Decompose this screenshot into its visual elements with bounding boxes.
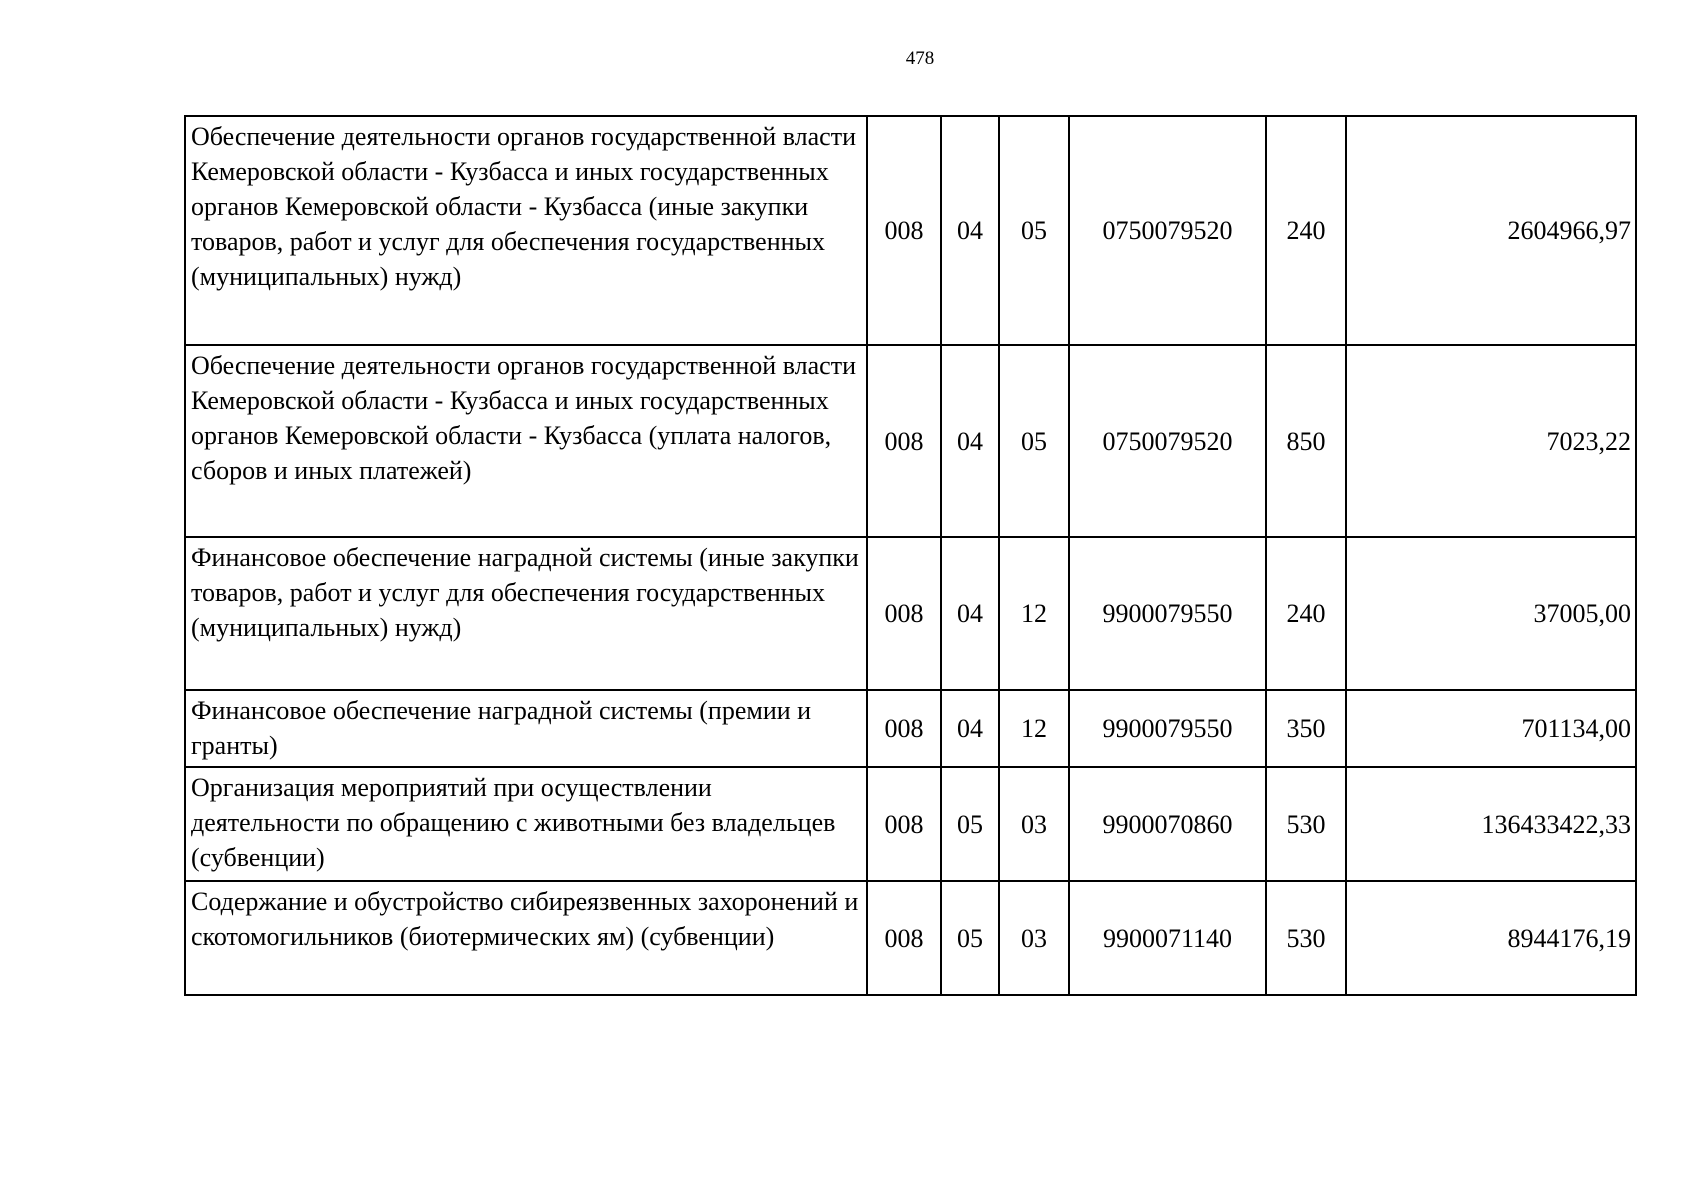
section-code: 04 <box>941 116 999 345</box>
target-article-code: 0750079520 <box>1069 116 1266 345</box>
row-description: Финансовое обеспечение наградной системы (иные закупки товаров, работ и услуг для обеспечения государственных (муниципальных) нужд) <box>185 537 867 690</box>
expense-type-code: 240 <box>1266 116 1346 345</box>
amount: 2604966,97 <box>1346 116 1636 345</box>
section-code: 04 <box>941 537 999 690</box>
table-row <box>185 690 1636 767</box>
budget-table <box>184 115 1637 996</box>
ministry-code: 008 <box>867 116 941 345</box>
ministry-code: 008 <box>867 690 941 767</box>
page-number: 478 <box>905 48 935 69</box>
table-row <box>185 767 1636 881</box>
table-row <box>185 537 1636 690</box>
subsection-code: 03 <box>999 881 1069 995</box>
ministry-code: 008 <box>867 767 941 881</box>
ministry-code: 008 <box>867 537 941 690</box>
row-description: Содержание и обустройство сибиреязвенных захоронений и скотомогильников (биотермических ям) (субвенции) <box>185 881 867 995</box>
amount: 8944176,19 <box>1346 881 1636 995</box>
subsection-code: 12 <box>999 690 1069 767</box>
section-code: 04 <box>941 345 999 537</box>
expense-type-code: 850 <box>1266 345 1346 537</box>
target-article-code: 9900079550 <box>1069 537 1266 690</box>
target-article-code: 9900079550 <box>1069 690 1266 767</box>
expense-type-code: 240 <box>1266 537 1346 690</box>
expense-type-code: 530 <box>1266 881 1346 995</box>
table-row <box>185 881 1636 995</box>
section-code: 04 <box>941 690 999 767</box>
subsection-code: 12 <box>999 537 1069 690</box>
expense-type-code: 350 <box>1266 690 1346 767</box>
row-description: Финансовое обеспечение наградной системы (премии и гранты) <box>185 690 867 767</box>
table-row <box>185 116 1636 345</box>
section-code: 05 <box>941 881 999 995</box>
subsection-code: 03 <box>999 767 1069 881</box>
amount: 701134,00 <box>1346 690 1636 767</box>
expense-type-code: 530 <box>1266 767 1346 881</box>
row-description: Обеспечение деятельности органов государственной власти Кемеровской области - Кузбасса и иных государственных органов Кемеровской области - Кузбасса (уплата налогов, сборов и иных платежей) <box>185 345 867 537</box>
row-description: Обеспечение деятельности органов государственной власти Кемеровской области - Кузбасса и иных государственных органов Кемеровской области - Кузбасса (иные закупки товаров, работ и услуг для обеспечения государственных (муниципальных) нужд) <box>185 116 867 345</box>
ministry-code: 008 <box>867 881 941 995</box>
table-row <box>185 345 1636 537</box>
target-article-code: 9900071140 <box>1069 881 1266 995</box>
target-article-code: 0750079520 <box>1069 345 1266 537</box>
target-article-code: 9900070860 <box>1069 767 1266 881</box>
amount: 37005,00 <box>1346 537 1636 690</box>
amount: 7023,22 <box>1346 345 1636 537</box>
amount: 136433422,33 <box>1346 767 1636 881</box>
section-code: 05 <box>941 767 999 881</box>
ministry-code: 008 <box>867 345 941 537</box>
subsection-code: 05 <box>999 345 1069 537</box>
subsection-code: 05 <box>999 116 1069 345</box>
row-description: Организация мероприятий при осуществлении деятельности по обращению с животными без владельцев (субвенции) <box>185 767 867 881</box>
